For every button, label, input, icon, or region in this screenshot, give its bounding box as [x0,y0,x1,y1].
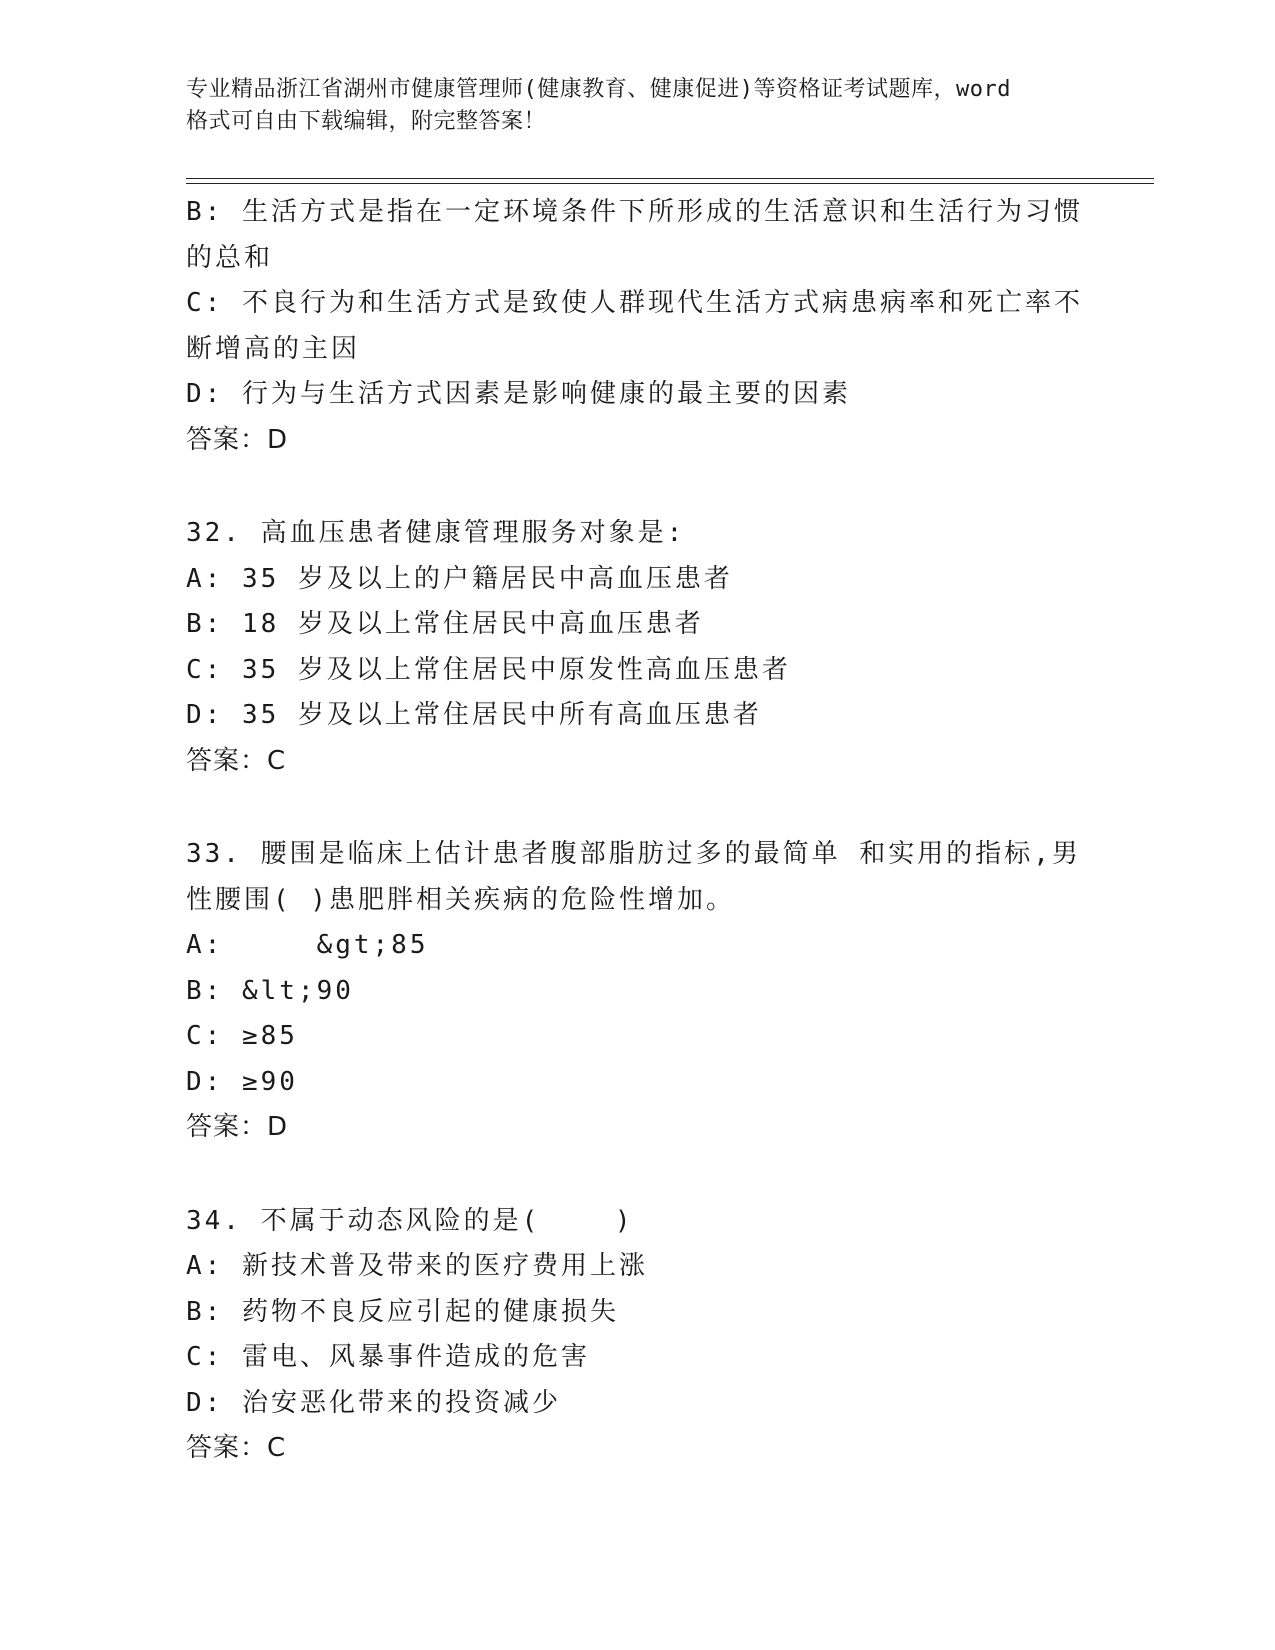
q31-option-c-line-1: C: 不良行为和生活方式是致使人群现代生活方式病患病率和死亡率不 [186,288,1083,318]
q32-option-c: C: 35 岁及以上常住居民中原发性高血压患者 [186,654,791,685]
header-divider-top [186,178,1154,179]
header-divider-bottom [186,183,1154,184]
q33-option-c: C: ≥85 [186,1021,298,1051]
document-body [186,190,1086,1472]
q33-answer: 答案：D [186,1112,289,1142]
q32-option-d: D: 35 岁及以上常住居民中所有高血压患者 [186,700,762,730]
q34-stem: 34. 不属于动态风险的是( ) [186,1205,634,1236]
q33-stem-line-2: 性腰围( )患肥胖相关疾病的危险性增加。 [186,884,735,915]
question-34 [186,1199,1086,1472]
header-line-2: 格式可自由下载编辑，附完整答案！ [186,109,547,134]
q33-option-a: A: &gt;85 [186,930,429,960]
q32-answer: 答案：C [186,745,287,776]
q33-option-d: D: ≥90 [186,1066,298,1097]
q33-stem-line-1: 33. 腰围是临床上估计患者腹部脂肪过多的最简单 和实用的指标,男 [186,839,1081,869]
q34-answer: 答案：C [186,1433,287,1463]
q31-option-b-line-1: B: 生活方式是指在一定环境条件下所形成的生活意识和生活行为习惯 [186,197,1083,227]
q34-option-b: B: 药物不良反应引起的健康损失 [186,1296,619,1327]
q32-option-b: B: 18 岁及以上常住居民中高血压患者 [186,609,704,639]
q32-option-a: A: 35 岁及以上的户籍居民中高血压患者 [186,563,733,594]
document-header [186,74,1086,138]
q31-option-b-line-2: 的总和 [186,242,274,273]
q34-option-c: C: 雷电、风暴事件造成的危害 [186,1342,590,1372]
q32-stem: 32. 高血压患者健康管理服务对象是: [186,518,686,548]
header-line-1: 专业精品浙江省湖州市健康管理师(健康教育、健康促进)等资格证考试题库，word [186,77,1011,102]
question-32 [186,511,1086,784]
spacer [186,1151,1086,1199]
q31-option-c-line-2: 断增高的主因 [186,333,361,364]
q31-option-d: D: 行为与生活方式因素是影响健康的最主要的因素 [186,379,851,409]
q31-answer: 答案：D [186,424,289,455]
q34-option-a: A: 新技术普及带来的医疗费用上涨 [186,1251,648,1281]
question-33 [186,832,1086,1151]
spacer [186,463,1086,511]
q33-option-b: B: &lt;90 [186,975,354,1006]
q34-option-d: D: 治安恶化带来的投资减少 [186,1387,561,1418]
spacer [186,784,1086,832]
question-31-tail [186,190,1086,463]
